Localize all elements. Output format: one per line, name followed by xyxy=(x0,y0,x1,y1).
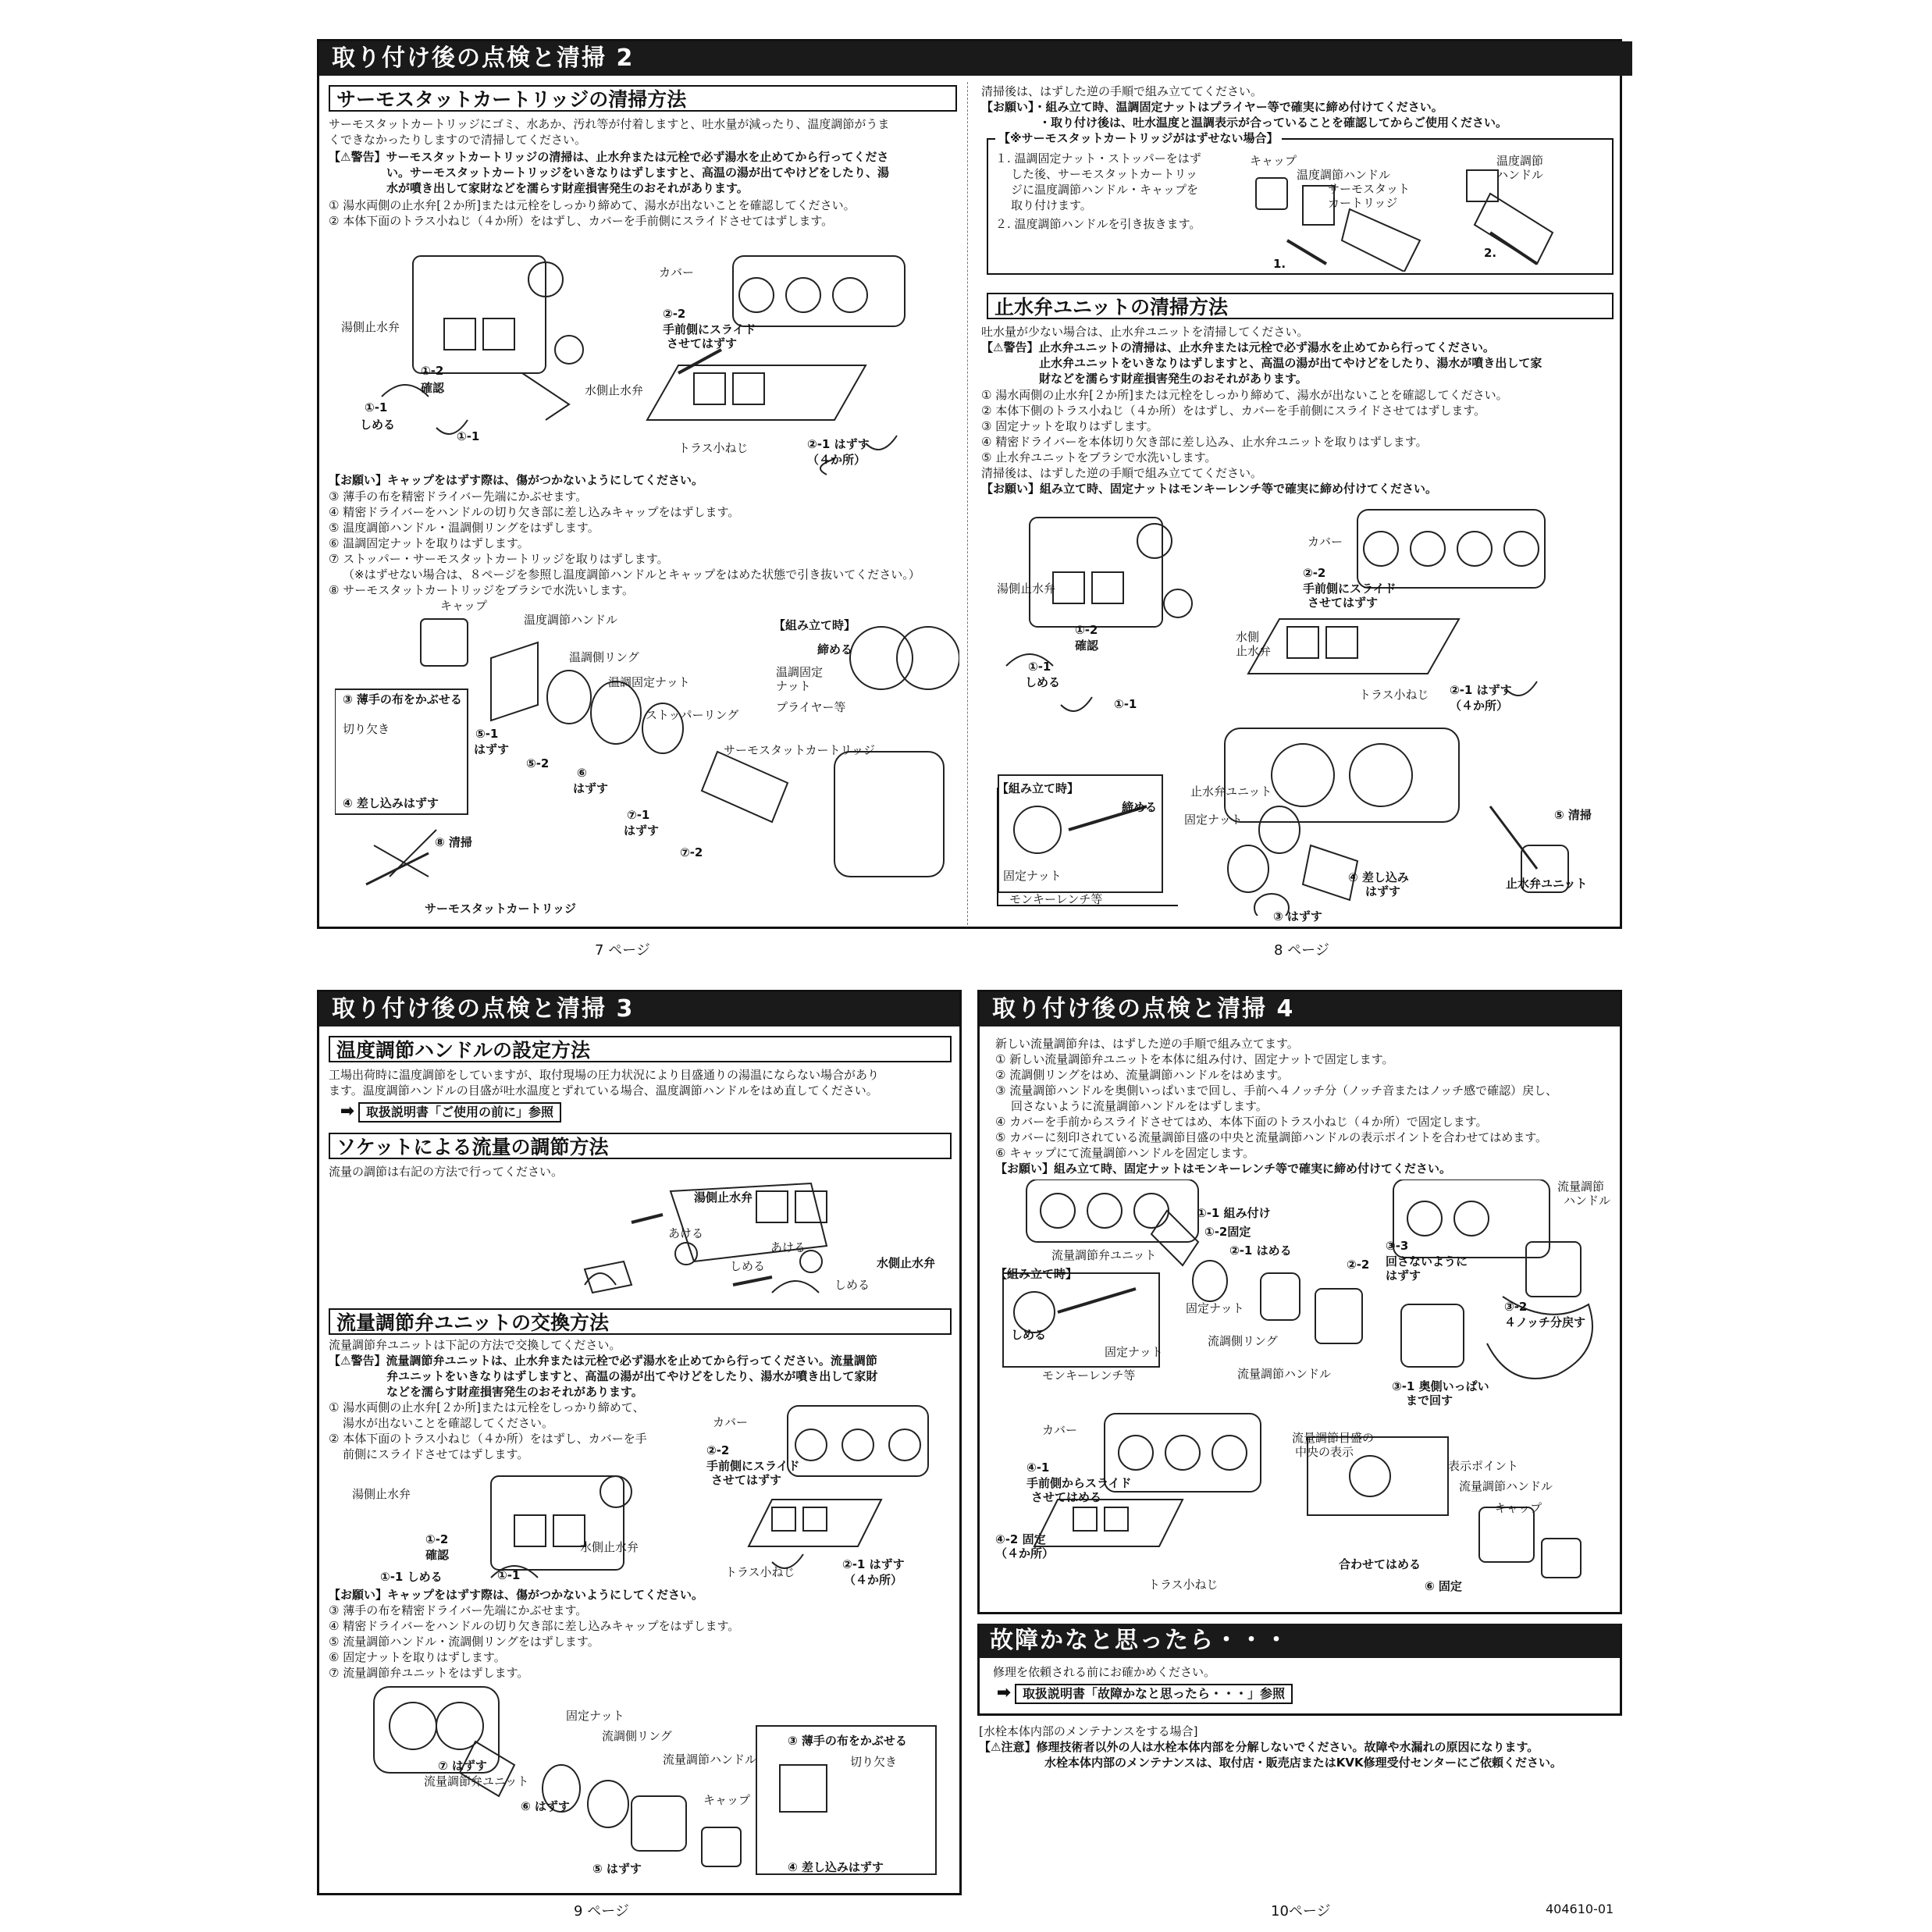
p8-step-4: ④ 精密ドライバーを本体切り欠き部に差し込み、止水弁ユニットを取りはずします。 xyxy=(981,435,1428,449)
p10-label-4-2b: （４か所） xyxy=(995,1546,1055,1560)
p9-label-hot-valve: 湯側止水弁 xyxy=(352,1487,411,1501)
p10-label-3-3b: 回さないように xyxy=(1386,1254,1468,1268)
p8-label-unit-2: 止水弁ユニット xyxy=(1506,877,1588,891)
p10-label-scale-2: 中央の表示 xyxy=(1295,1445,1354,1459)
banner-p7: 取り付け後の点検と清掃 2 xyxy=(319,41,1632,76)
p8-warning-1: 【⚠警告】止水弁ユニットの清掃は、止水弁または元栓で必ず湯水を止めてから行ってください。 xyxy=(981,340,1495,354)
p10-line-1: 新しい流量調節弁は、はずした逆の手順で組み立てます。 xyxy=(995,1037,1299,1051)
label-5-2: ⑤-2 xyxy=(526,756,550,770)
page-number-9: 9 ページ xyxy=(574,1903,629,1920)
p8-label-tighten: 締める xyxy=(1122,800,1158,814)
step-6: ⑥ 温調固定ナットを取りはずします。 xyxy=(329,536,529,550)
box-label-handle-b1: 温度調節 xyxy=(1496,154,1544,168)
p10-label-4-2: ④-2 固定 xyxy=(995,1532,1046,1546)
p10-label-4-1b: 手前側からスライド xyxy=(1026,1476,1132,1490)
label-1-1a: ①-1 xyxy=(365,400,388,415)
p9-line-1: 工場出荷時に温度調節をしていますが、取付現場の圧力状況により目盛通りの湯温にならない場合があり xyxy=(329,1068,880,1082)
step-5: ⑤ 温度調節ハンドル・温調側リングをはずします。 xyxy=(329,521,600,535)
label-clean: ⑧ 清掃 xyxy=(435,835,472,849)
p10-step-5: ⑤ カバーに刻印されている流量調節目盛の中央と流量調節ハンドルの表示ポイントを合わせてはめます。 xyxy=(995,1130,1548,1144)
p8-request-3: 【お願い】組み立て時、固定ナットはモンキーレンチ等で確実に締め付けてください。 xyxy=(981,482,1438,496)
label-temp-ring: 温調側リング xyxy=(569,650,639,664)
label-stopper-ring: ストッパーリング xyxy=(646,708,739,722)
p10-label-point: 表示ポイント xyxy=(1448,1459,1519,1473)
p9-warning-3: などを濡らす財産損害発生のおそれがあります。 xyxy=(386,1385,643,1399)
p10-label-unit: 流量調節弁ユニット xyxy=(1051,1248,1157,1262)
banner-trouble: 故障かなと思ったら・・・ xyxy=(977,1624,1622,1658)
p8-label-wrench: モンキーレンチ等 xyxy=(1009,892,1103,906)
p10-label-wrench: モンキーレンチ等 xyxy=(1042,1368,1136,1382)
step-7-note: （※はずせない場合は、８ページを参照し温度調節ハンドルとキャップをはめた状態で引き抜いてください。） xyxy=(343,568,920,582)
p10-label-fixnut: 固定ナット xyxy=(1186,1301,1244,1315)
warning-line-1: 【⚠警告】サーモスタットカートリッジの清掃は、止水弁または元栓で必ず湯水を止めてから行ってくださ xyxy=(329,150,889,164)
box-step-1a: １. 温調固定ナット・ストッパーをはず xyxy=(995,151,1201,165)
p9-label-cover: カバー xyxy=(713,1415,749,1429)
box-label-cart-1: サーモスタット xyxy=(1328,182,1411,196)
p10-label-3-1: ③-1 奥側いっぱい xyxy=(1392,1379,1489,1393)
p9-label-cap: キャップ xyxy=(703,1793,751,1807)
request-cap: 【お願い】キャップをはずす際は、傷がつかないようにしてください。 xyxy=(329,473,704,487)
section-title-flow-valve: 流量調節弁ユニットの交換方法 xyxy=(329,1308,952,1335)
label-slide-front: 手前側にスライド xyxy=(663,322,756,336)
p8-step-5: ⑤ 止水弁ユニットをブラシで水洗いします。 xyxy=(981,450,1217,464)
box-label-n1: 1. xyxy=(1273,257,1286,271)
p8-label-insert-2: はずす xyxy=(1365,884,1401,898)
label-thermo-cartridge: サーモスタットカートリッジ xyxy=(724,743,875,757)
p9-label-handle: 流量調節ハンドル xyxy=(663,1752,757,1767)
intro-line-1: サーモスタットカートリッジにゴミ、水あか、汚れ等が付着しますと、吐水量が減ったり、温度調節がうま xyxy=(329,117,890,131)
p9-reference-label: 取扱説明書「ご使用の前に」参照 xyxy=(358,1102,561,1123)
trouble-frame xyxy=(977,1624,1622,1716)
step-1: ① 湯水両側の止水弁[２か所]または元栓をしっかり締めて、湯水が出ないことを確認してください。 xyxy=(329,198,856,212)
warning-line-3: 水が噴き出して家財などを濡らす財産損害発生のおそれがあります。 xyxy=(386,181,749,195)
banner-p9: 取り付け後の点検と清掃 3 xyxy=(319,992,959,1026)
p8-label-cold: 水側 xyxy=(1236,630,1260,644)
p8-label-cover: カバー xyxy=(1308,535,1343,549)
p9-label-insert: ④ 差し込みはずす xyxy=(788,1860,884,1874)
step-8: ⑧ サーモスタットカートリッジをブラシで水洗いします。 xyxy=(329,583,634,597)
step-4: ④ 精密ドライバーをハンドルの切り欠き部に差し込みキャップをはずします。 xyxy=(329,505,740,519)
socket-label-close-1: しめる xyxy=(730,1259,766,1273)
p10-step-2: ② 流調側リングをはめ、流量調節ハンドルをはめます。 xyxy=(995,1068,1290,1082)
trouble-reference-label: 取扱説明書「故障かなと思ったら・・・」参照 xyxy=(1015,1684,1293,1704)
p10-label-cover: カバー xyxy=(1042,1423,1078,1437)
p9-label-confirm: 確認 xyxy=(425,1548,450,1562)
p10-label-3-2: ③-2 xyxy=(1504,1300,1528,1314)
p8-step-3: ③ 固定ナットを取りはずします。 xyxy=(981,419,1158,433)
socket-label-open-2: あける xyxy=(770,1240,806,1254)
p9-label-fixnut: 固定ナット xyxy=(566,1709,624,1723)
p10-label-handle-a: 流量調節 xyxy=(1557,1179,1605,1194)
p8-label-fixnut: 固定ナット xyxy=(1003,869,1062,883)
p10-step-4: ④ カバーを手前からスライドさせてはめ、本体下面のトラス小ねじ（４か所）で固定します。 xyxy=(995,1115,1488,1129)
p8-label-2-2: ②-2 xyxy=(1303,566,1326,580)
p10-label-handle-b: ハンドル xyxy=(1564,1194,1611,1208)
p8-label-confirm: 確認 xyxy=(1075,639,1099,653)
p8-label-remove: ③ はずす xyxy=(1273,909,1322,923)
page-number-10: 10ページ xyxy=(1271,1903,1331,1920)
box-step-2: ２. 温度調節ハンドルを引き抜きます。 xyxy=(995,217,1201,231)
p8-label-hot-valve: 湯側止水弁 xyxy=(997,582,1056,596)
step-2: ② 本体下面のトラス小ねじ（４か所）をはずし、カバーを手前側にスライドさせてはずします。 xyxy=(329,214,834,228)
document-code: 404610-01 xyxy=(1546,1902,1614,1916)
p9-label-unit: 流量調節弁ユニット xyxy=(424,1774,529,1788)
socket-label-cold: 水側止水弁 xyxy=(877,1256,936,1270)
p10-label-ring: 流調側リング xyxy=(1208,1334,1278,1348)
p8-label-unit: 止水弁ユニット xyxy=(1190,785,1272,799)
p9-warning-1: 【⚠警告】流量調節弁ユニットは、止水弁または元栓で必ず湯水を止めてから行ってください。流量調節 xyxy=(329,1354,877,1368)
p10-label-3-2b: ４ノッチ分戻す xyxy=(1504,1315,1585,1329)
intro-line-2: くできなかったりしますので清掃してください。 xyxy=(329,133,587,147)
label-notch: 切り欠き xyxy=(343,722,390,736)
p8-label-close: しめる xyxy=(1025,675,1061,689)
p10-request: 【お願い】組み立て時、固定ナットはモンキーレンチ等で確実に締め付けてください。 xyxy=(995,1162,1452,1176)
label-temp-nut: 温調固定ナット xyxy=(608,675,690,689)
box-label-handle-b2: ハンドル xyxy=(1496,168,1544,182)
label-temp-handle: 温度調節ハンドル xyxy=(524,613,618,627)
p10-label-handle-2: 流量調節ハンドル xyxy=(1459,1479,1553,1493)
p10-label-tighten: しめる xyxy=(1011,1328,1047,1342)
p9-label-cloth: ③ 薄手の布をかぶせる xyxy=(788,1734,907,1748)
label-assembly: 【組み立て時】 xyxy=(774,618,856,632)
p10-step-3: ③ 流量調節ハンドルを奥側いっぱいまで回し、手前へ４ノッチ分（ノッチ音またはノッチ感で確認）戻し、 xyxy=(995,1083,1558,1098)
box-label-n2: 2. xyxy=(1484,246,1497,260)
p9-label-1-2: ①-2 xyxy=(425,1532,449,1546)
label-cap: キャップ xyxy=(440,599,488,613)
p10-step-6: ⑥ キャップにて流量調節ハンドルを固定します。 xyxy=(995,1146,1255,1160)
cannot-remove-title: 【※サーモスタットカートリッジがはずせない場合】 xyxy=(995,130,1282,146)
p8-intro: 吐水量が少ない場合は、止水弁ユニットを清掃してください。 xyxy=(981,325,1309,339)
label-5-1-remove: はずす xyxy=(474,742,510,756)
p10-label-handle: 流量調節ハンドル xyxy=(1237,1367,1332,1381)
label-close: しめる xyxy=(360,418,396,432)
p9-request: 【お願い】キャップをはずす際は、傷がつかないようにしてください。 xyxy=(329,1588,704,1602)
box-label-cart-2: カートリッジ xyxy=(1328,196,1398,210)
p8-label-cold-valve: 止水弁 xyxy=(1236,644,1272,658)
p9-step-5: ⑤ 流量調節ハンドル・流調側リングをはずします。 xyxy=(329,1635,600,1649)
page-number-8: 8 ページ xyxy=(1274,942,1329,959)
p9-step-3: ③ 薄手の布を精密ドライバー先端にかぶせます。 xyxy=(329,1603,588,1617)
p8-request-1: 【お願い】・組み立て時、温調固定ナットはプライヤー等で確実に締め付けてください。 xyxy=(981,100,1443,114)
box-step-1d: 取り付けます。 xyxy=(1011,198,1092,212)
cartridge-exploded-illustration xyxy=(335,596,959,923)
section-title-stop-valve: 止水弁ユニットの清掃方法 xyxy=(987,293,1614,319)
p8-label-insert: ④ 差し込み xyxy=(1348,870,1409,884)
page-divider xyxy=(967,82,968,925)
label-confirm: 確認 xyxy=(421,381,445,395)
p10-label-fix: ⑥ 固定 xyxy=(1425,1579,1462,1593)
step-7: ⑦ ストッパー・サーモスタットカートリッジを取りはずします。 xyxy=(329,552,669,566)
p8-request-2: ・取り付け後は、吐水温度と温調表示が合っていることを確認してからご使用ください。 xyxy=(1039,116,1508,130)
p9-warning-2: 弁ユニットをいきなりはずしますと、高温の湯が出てやけどをしたり、湯水が噴き出して家財 xyxy=(386,1369,878,1383)
socket-illustration xyxy=(577,1168,959,1324)
p10-label-1-2: ①-2固定 xyxy=(1204,1225,1251,1239)
label-truss-screw: トラス小ねじ xyxy=(678,441,749,455)
p9-label-6-remove: ⑥ はずす xyxy=(521,1799,570,1813)
p9-label-slide-remove: させてはずす xyxy=(711,1473,782,1487)
p10-label-1-1: ①-1 組み付け xyxy=(1197,1206,1271,1220)
arrow-right-icon: ➡ xyxy=(340,1101,355,1121)
p9-step-2: ② 本体下面のトラス小ねじ（４か所）をはずし、カバーを手 xyxy=(329,1432,647,1446)
label-fix-nut-b: ナット xyxy=(776,679,811,693)
p9-step-1b: 湯水が出ないことを確認してください。 xyxy=(343,1416,554,1430)
p9-reference xyxy=(336,1101,561,1122)
spread-7-8 xyxy=(317,39,1622,929)
label-2-2: ②-2 xyxy=(663,307,686,321)
box-step-1b: した後、サーモスタットカートリッ xyxy=(1011,167,1197,181)
box-step-1c: ジに温度調節ハンドル・キャップを xyxy=(1011,183,1199,197)
label-5-1: ⑤-1 xyxy=(475,727,499,741)
box-label-handle: 温度調節ハンドル xyxy=(1297,168,1391,182)
p8-label-1-1b: ①-1 xyxy=(1114,697,1137,711)
p9-label-2-2: ②-2 xyxy=(706,1443,730,1457)
maintenance-title: [水栓本体内部のメンテナンスをする場合] xyxy=(979,1724,1198,1738)
p10-label-3-1b: まで回す xyxy=(1406,1393,1453,1407)
banner-p10: 取り付け後の点検と清掃 4 xyxy=(980,992,1620,1026)
p9-step-2b: 前側にスライドさせてはずします。 xyxy=(343,1447,529,1461)
p9-step-6: ⑥ 固定ナットを取りはずします。 xyxy=(329,1650,506,1664)
p9-line-4: 流量調節弁ユニットは下記の方法で交換してください。 xyxy=(329,1338,621,1352)
p8-label-clean: ⑤ 清掃 xyxy=(1554,808,1592,822)
label-cold-valve: 水側止水弁 xyxy=(585,383,644,397)
p9-step-7: ⑦ 流量調節弁ユニットをはずします。 xyxy=(329,1666,529,1680)
p8-label-4-places: （４か所） xyxy=(1450,699,1509,713)
p9-label-slide-front: 手前側にスライド xyxy=(706,1459,800,1473)
p9-step-1: ① 湯水両側の止水弁[２か所]または元栓をしっかり締めて、 xyxy=(329,1400,645,1414)
p8-step-1: ① 湯水両側の止水弁[２か所]または元栓をしっかり締めて、湯水が出ないことを確認してください。 xyxy=(981,388,1508,402)
p9-step-4: ④ 精密ドライバーをハンドルの切り欠き部に差し込みキャップをはずします。 xyxy=(329,1619,740,1633)
socket-label-hot: 湯側止水弁 xyxy=(694,1190,753,1204)
trouble-line: 修理を依頼される前にお確かめください。 xyxy=(993,1665,1216,1679)
p8-step-6: 清掃後は、はずした逆の手順で組み立ててください。 xyxy=(981,466,1263,480)
arrow-right-icon: ➡ xyxy=(996,1683,1012,1703)
label-hot-valve: 湯側止水弁 xyxy=(341,320,400,334)
p10-label-screw: トラス小ねじ xyxy=(1148,1578,1219,1592)
p8-label-slide-front: 手前側にスライド xyxy=(1303,582,1397,596)
label-7-1-remove: はずす xyxy=(624,824,660,838)
label-1-1b: ①-1 xyxy=(457,429,480,443)
maintenance-caution-2: 水栓本体内部のメンテナンスは、取付店・販売店またはKVK修理受付センターにご依頼ください。 xyxy=(1044,1756,1563,1770)
p9-label-1-1: ①-1 xyxy=(497,1568,521,1582)
p9-line-3: 流量の調節は右記の方法で行ってください。 xyxy=(329,1165,564,1179)
label-slide-remove: させてはずす xyxy=(667,336,738,350)
p10-label-2-2: ②-2 xyxy=(1347,1258,1370,1272)
socket-label-open-1: あける xyxy=(668,1226,704,1240)
page-10 xyxy=(977,990,1622,1614)
p10-label-assembly: 【組み立て時】 xyxy=(995,1267,1078,1281)
p8-label-1-1a: ①-1 xyxy=(1028,660,1051,674)
p9-label-cold-valve: 水側止水弁 xyxy=(580,1540,639,1554)
p10-label-fit: 合わせてはめる xyxy=(1339,1557,1421,1571)
section-title-temp-handle: 温度調節ハンドルの設定方法 xyxy=(329,1036,952,1062)
p9-label-notch: 切り欠き xyxy=(850,1755,898,1769)
p9-label-7-remove: ⑦ はずす xyxy=(438,1759,487,1773)
label-thermo-cartridge-2: サーモスタットカートリッジ xyxy=(425,902,576,916)
label-2-1-remove: ②-1 はずす xyxy=(807,437,870,451)
p10-label-scale-1: 流量調節目盛の xyxy=(1292,1431,1375,1445)
p10-label-3-3: ③-3 xyxy=(1386,1239,1409,1253)
page-number-7: 7 ページ xyxy=(595,942,650,959)
label-insert-remove: ④ 差し込みはずす xyxy=(343,796,439,810)
label-7-2: ⑦-2 xyxy=(680,845,703,859)
p9-label-2-1: ②-1 はずす xyxy=(842,1557,905,1571)
section-title-socket-flow: ソケットによる流量の調節方法 xyxy=(329,1133,952,1159)
label-4-places: （４か所） xyxy=(807,453,866,467)
p10-label-4-1: ④-1 xyxy=(1026,1461,1050,1475)
p9-label-4-places: （４か所） xyxy=(844,1573,903,1587)
maintenance-caution-1: 【⚠注意】修理技術者以外の人は水栓本体内部を分解しないでください。故障や水漏れの原因になります。 xyxy=(979,1740,1539,1754)
label-6: ⑥ xyxy=(577,766,587,780)
section-title-thermo-clean: サーモスタットカートリッジの清掃方法 xyxy=(329,85,957,112)
label-cloth: ③ 薄手の布をかぶせる xyxy=(343,692,462,706)
socket-label-close-2: しめる xyxy=(834,1278,870,1292)
p10-label-cap: キャップ xyxy=(1495,1501,1542,1515)
p9-label-5-remove: ⑤ はずす xyxy=(592,1862,642,1876)
p10-step-1: ① 新しい流量調節弁ユニットを本体に組み付け、固定ナットで固定します。 xyxy=(995,1052,1394,1066)
p8-label-slide-remove: させてはずす xyxy=(1308,596,1379,610)
label-7-1: ⑦-1 xyxy=(627,808,650,822)
p9-line-2: ます。温度調節ハンドルの目盛が吐水温度とずれている場合、温度調節ハンドルをはめ直してください。 xyxy=(329,1083,878,1098)
p8-label-2-1-remove: ②-1 はずす xyxy=(1450,683,1512,697)
p8-warning-2: 止水弁ユニットをいきなりはずしますと、高温の湯が出てやけどをしたり、湯水が噴き出して家 xyxy=(1039,356,1542,370)
p8-line-1: 清掃後は、はずした逆の手順で組み立ててください。 xyxy=(981,84,1263,98)
p10-label-fixnut-2: 固定ナット xyxy=(1105,1345,1163,1359)
p9-label-truss: トラス小ねじ xyxy=(725,1565,795,1579)
warning-line-2: い。サーモスタットカートリッジをいきなりはずしますと、高温の湯が出てやけどをしたり、湯 xyxy=(386,165,889,180)
p10-step-3b: 回さないように流量調節ハンドルをはずします。 xyxy=(1011,1099,1268,1113)
label-cover: カバー xyxy=(659,265,695,279)
p8-warning-3: 財などを濡らす財産損害発生のおそれがあります。 xyxy=(1039,372,1308,386)
label-6-remove: はずす xyxy=(573,781,609,795)
label-plier: プライヤー等 xyxy=(776,700,846,714)
box-label-cap: キャップ xyxy=(1250,154,1297,168)
label-fix-nut-a: 温調固定 xyxy=(776,665,824,679)
p9-label-1-1-close: ①-1 しめる xyxy=(380,1570,443,1584)
p8-label-truss-screw: トラス小ねじ xyxy=(1359,688,1429,702)
p8-label-assembly: 【組み立て時】 xyxy=(997,781,1080,795)
label-tighten: 締める xyxy=(817,642,853,656)
p9-label-ring: 流調側リング xyxy=(602,1729,672,1743)
p8-step-2: ② 本体下側のトラス小ねじ（４か所）をはずし、カバーを手前側にスライドさせてはずします。 xyxy=(981,404,1486,418)
label-1-2: ①-2 xyxy=(421,364,444,378)
step-3: ③ 薄手の布を精密ドライバー先端にかぶせます。 xyxy=(329,489,588,503)
p8-label-fixnut-2: 固定ナット xyxy=(1184,813,1243,827)
p8-label-1-2: ①-2 xyxy=(1075,623,1098,637)
p10-label-2-1: ②-1 はめる xyxy=(1229,1244,1292,1258)
page-9 xyxy=(317,990,962,1895)
p10-label-4-1c: させてはめる xyxy=(1031,1490,1102,1504)
p10-label-3-3c: はずす xyxy=(1386,1268,1421,1283)
